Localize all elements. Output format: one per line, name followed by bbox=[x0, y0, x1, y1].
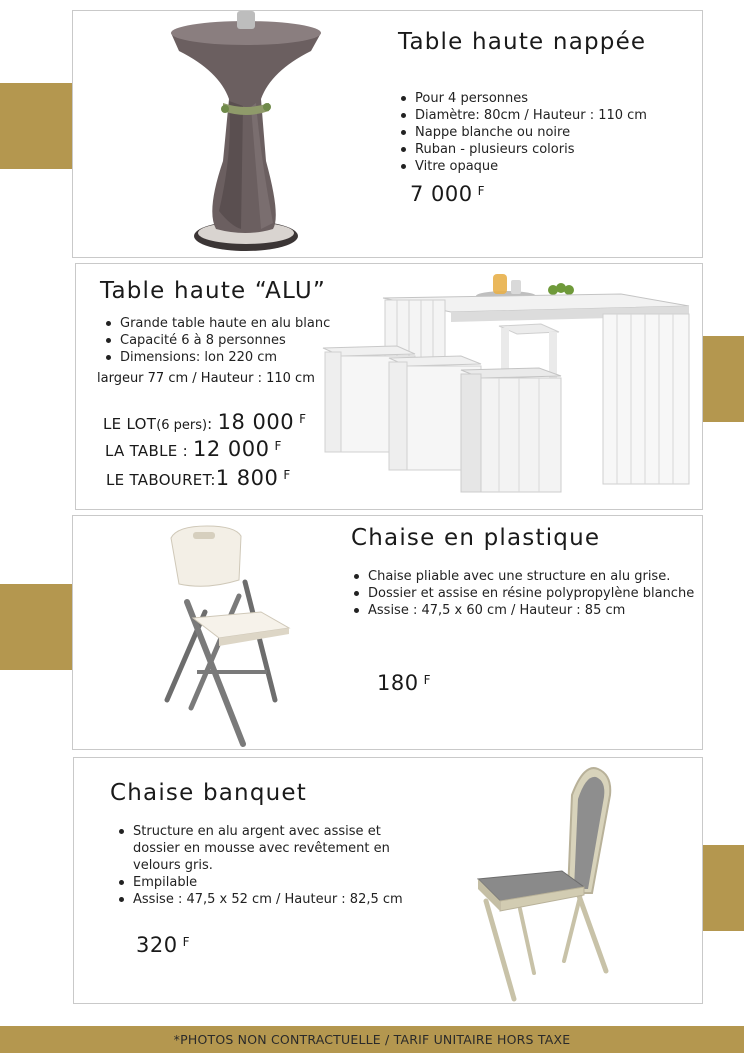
feature-item: Capacité 6 à 8 personnes bbox=[104, 332, 330, 349]
product-card-table-haute-nappee bbox=[72, 10, 703, 258]
price-currency: F bbox=[283, 468, 291, 482]
price-stool bbox=[106, 466, 290, 490]
price bbox=[377, 671, 431, 695]
price-label: LE TABOURET: bbox=[106, 471, 216, 489]
product-title: Chaise en plastique bbox=[351, 525, 601, 551]
price-value: 320 bbox=[136, 933, 178, 957]
price-table bbox=[105, 437, 281, 461]
feature-list bbox=[352, 568, 697, 619]
white-folding-chair-icon bbox=[157, 522, 297, 752]
gold-accent-left-1 bbox=[0, 83, 72, 169]
feature-item: Dossier et assise en résine polypropylène blanche bbox=[352, 585, 697, 602]
price-sublabel: (6 pers) bbox=[156, 418, 208, 433]
price-currency: F bbox=[477, 184, 485, 198]
price-value: 12 000 bbox=[193, 437, 270, 461]
feature-item: Structure en alu argent avec assise et dossier en mousse avec revêtement en velours gris. bbox=[117, 823, 407, 874]
price-currency: F bbox=[299, 412, 306, 426]
price-label: LA TABLE : bbox=[105, 442, 188, 460]
price-value: 180 bbox=[377, 671, 419, 695]
price-value: 1 800 bbox=[215, 466, 279, 490]
product-card-chaise-plastique bbox=[72, 515, 703, 750]
price-currency: F bbox=[182, 935, 190, 949]
feature-item: Chaise pliable avec une structure en alu grise. bbox=[352, 568, 697, 585]
product-title: Table haute nappée bbox=[398, 29, 647, 55]
price-value: 7 000 bbox=[410, 182, 473, 206]
feature-item: Nappe blanche ou noire bbox=[399, 124, 647, 141]
footer-disclaimer: *PHOTOS NON CONTRACTUELLE / TARIF UNITAIRE HORS TAXE bbox=[0, 1026, 744, 1053]
feature-item: Dimensions: lon 220 cm bbox=[104, 349, 330, 366]
price bbox=[136, 933, 190, 957]
feature-item: Assise : 47,5 x 60 cm / Hauteur : 85 cm bbox=[352, 602, 697, 619]
price-separator: : bbox=[207, 415, 213, 433]
price-currency: F bbox=[274, 439, 282, 453]
feature-item: Assise : 47,5 x 52 cm / Hauteur : 82,5 cm bbox=[117, 891, 407, 908]
grey-banquet-chair-icon bbox=[474, 761, 614, 1001]
feature-list bbox=[104, 315, 330, 366]
draped-high-table-icon bbox=[161, 11, 331, 256]
gold-accent-right-2 bbox=[703, 336, 744, 422]
gold-accent-left-3 bbox=[0, 584, 72, 670]
feature-item: Ruban - plusieurs coloris bbox=[399, 141, 647, 158]
gold-accent-right-4 bbox=[703, 845, 744, 931]
white-alu-bar-table-with-stools-icon bbox=[321, 266, 693, 491]
feature-list bbox=[399, 90, 647, 175]
price-lot bbox=[103, 410, 306, 434]
product-title: Table haute “ALU” bbox=[100, 278, 327, 304]
price bbox=[410, 182, 485, 206]
product-card-chaise-banquet bbox=[73, 757, 703, 1004]
price-value: 18 000 bbox=[217, 410, 295, 434]
price-label: LE LOT bbox=[103, 415, 157, 433]
feature-list bbox=[117, 823, 407, 908]
feature-continuation: largeur 77 cm / Hauteur : 110 cm bbox=[97, 371, 315, 386]
feature-item: Pour 4 personnes bbox=[399, 90, 647, 107]
product-title: Chaise banquet bbox=[110, 780, 307, 806]
feature-item: Diamètre: 80cm / Hauteur : 110 cm bbox=[399, 107, 647, 124]
price-currency: F bbox=[423, 673, 431, 687]
feature-item: Vitre opaque bbox=[399, 158, 647, 175]
feature-item: Empilable bbox=[117, 874, 407, 891]
product-card-table-haute-alu bbox=[75, 263, 703, 510]
feature-item: Grande table haute en alu blanc bbox=[104, 315, 330, 332]
